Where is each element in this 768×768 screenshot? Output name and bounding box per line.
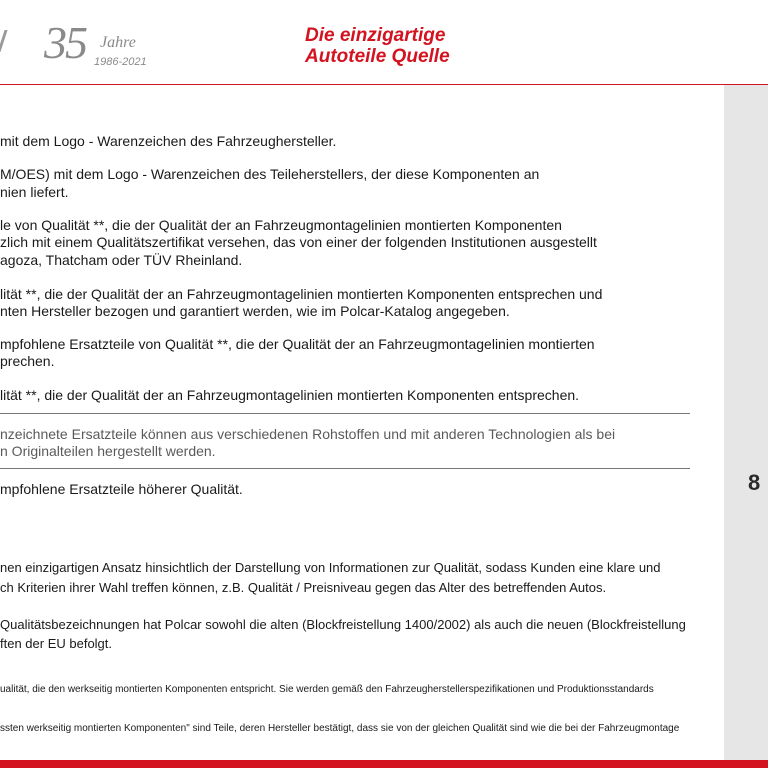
text-line: mpfohlene Ersatzteile von Qualität **, die der Qualität der an Fahrzeugmontagelinien montierten (0, 336, 595, 352)
slogan-line-2: Autoteile Quelle (305, 46, 450, 67)
page-header (0, 0, 768, 84)
slogan-line-1: Die einzigartige (305, 25, 446, 46)
note-rule-bottom (0, 468, 690, 469)
note-rule-top (0, 413, 690, 414)
text-line: lität **, die der Qualität der an Fahrzeugmontagelinien montierten Komponenten entsprechen und (0, 286, 603, 302)
header-divider (0, 84, 768, 85)
text-line: agoza, Thatcham oder TÜV Rheinland. (0, 252, 243, 268)
text-line: zlich mit einem Qualitätszertifikat versehen, das von einer der folgenden Institutionen ausgestellt (0, 234, 597, 250)
text-line: mit dem Logo - Warenzeichen des Fahrzeughersteller. (0, 133, 337, 149)
footnote-line: ssten werkseitig montierten Komponenten" sind Teile, deren Hersteller bestätigt, dass sie von der gleichen Qualität sind wie die bei der Fahrzeugmontage (0, 723, 680, 734)
anniversary-number: 35 (44, 17, 86, 68)
text-line: lität **, die der Qualität der an Fahrzeugmontagelinien montierten Komponenten entsprechen. (0, 387, 580, 403)
text-line: prechen. (0, 353, 55, 369)
text-line: nten Hersteller bezogen und garantiert werden, wie im Polcar-Katalog angegeben. (0, 303, 510, 319)
slogan (305, 25, 450, 67)
text-line: le von Qualität **, die der Qualität der an Fahrzeugmontagelinien montierten Komponenten (0, 217, 562, 233)
anniversary-years: 1986-2021 (94, 56, 147, 68)
text-line: mpfohlene Ersatzteile höherer Qualität. (0, 481, 243, 497)
text-line: M/OES) mit dem Logo - Warenzeichen des Teileherstellers, der diese Komponenten an (0, 166, 540, 182)
brand-logo-fragment (0, 30, 8, 52)
text-line: nien liefert. (0, 184, 69, 200)
note-line: nzeichnete Ersatzteile können aus verschiedenen Rohstoffen und mit anderen Technologien als bei (0, 426, 616, 442)
paragraph-line: nen einzigartigen Ansatz hinsichtlich der Darstellung von Informationen zur Qualität, sodass Kunden eine klare und (0, 560, 661, 575)
footer-bar (0, 760, 768, 768)
paragraph-line: ften der EU befolgt. (0, 636, 113, 651)
paragraph-line: ch Kriterien ihrer Wahl treffen können, z.B. Qualität / Preisniveau gegen das Alter des betreffenden Autos. (0, 580, 607, 595)
paragraph-line: Qualitätsbezeichnungen hat Polcar sowohl die alten (Blockfreistellung 1400/2002) als auch die neuen (Blockfreistellung (0, 617, 686, 632)
page-number: 8 (748, 470, 761, 495)
footnote-line: ualität, die den werkseitig montierten Komponenten entspricht. Sie werden gemäß den Fahrzeugherstellerspezifikationen und Produktionsstandards (0, 684, 654, 695)
page-sidebar (724, 85, 768, 760)
anniversary-word: Jahre (100, 34, 136, 51)
note-line: n Originalteilen hergestellt werden. (0, 443, 216, 459)
